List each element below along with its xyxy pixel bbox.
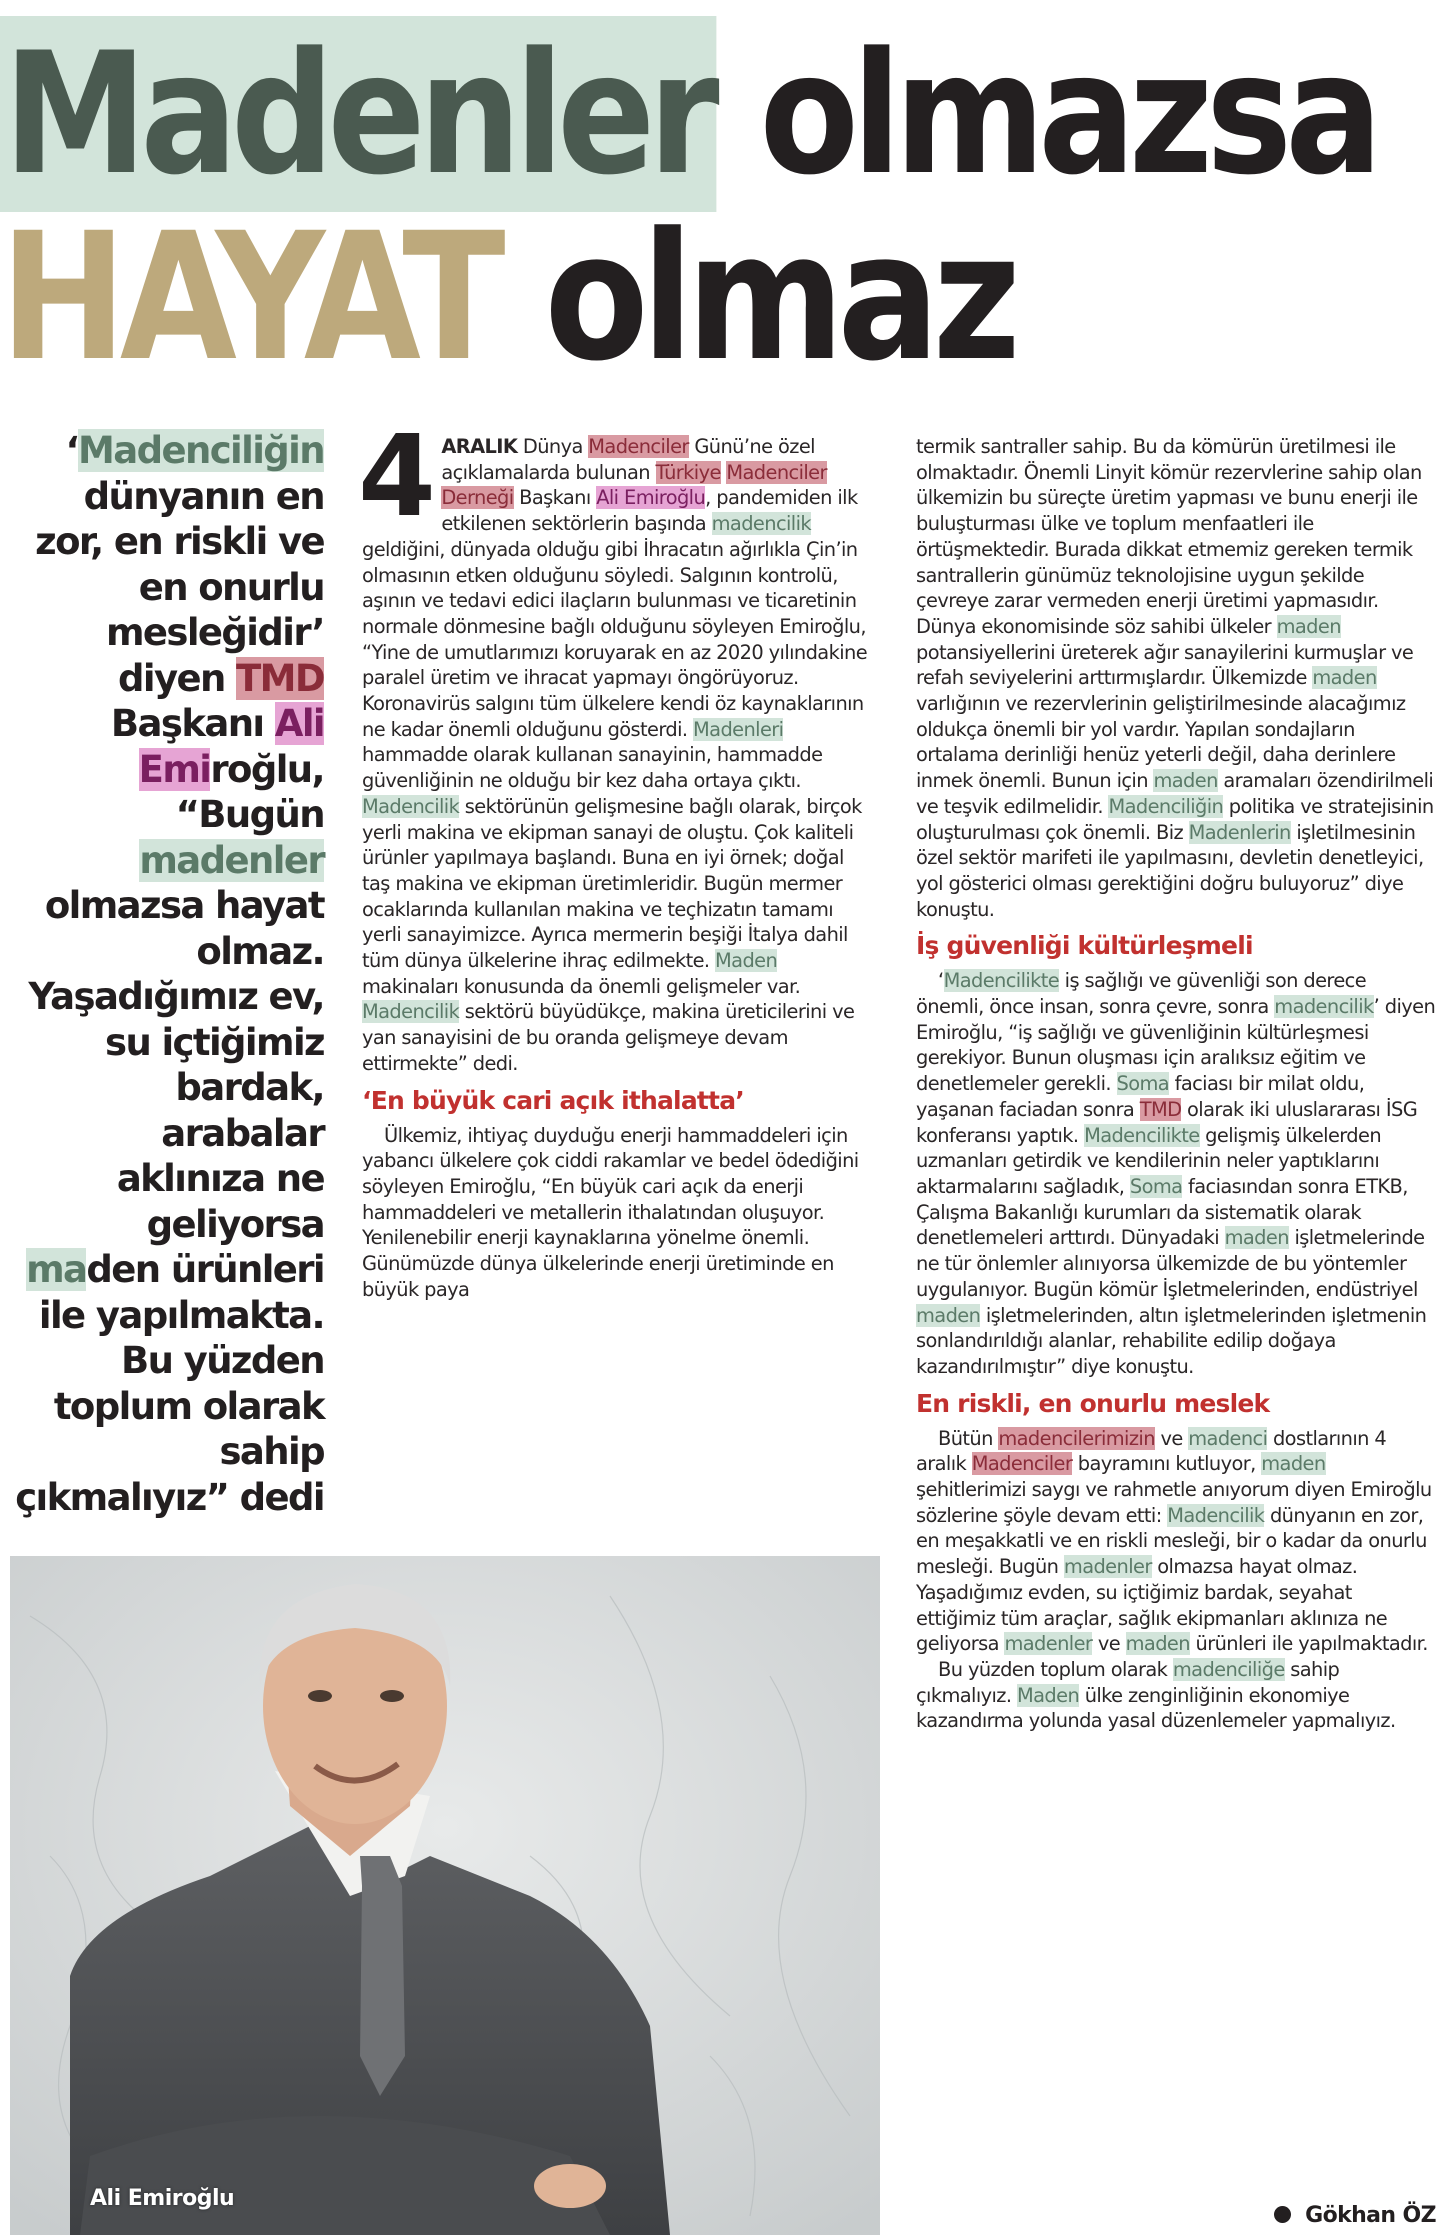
paragraph <box>916 1657 1436 1734</box>
highlight-term: Türkiye <box>655 460 721 484</box>
text-run: ve <box>1154 1426 1189 1450</box>
quote-mark: ‘ <box>65 429 78 472</box>
left-eye <box>308 1690 332 1702</box>
highlight-term: Madenciliğin <box>78 429 324 472</box>
portrait-photo <box>10 1556 880 2235</box>
quote-text: roğlu, “Bugün <box>175 747 324 836</box>
subheading-en-riskli: En riskli, en onurlu meslek <box>916 1388 1270 1418</box>
text-run: gelişmiş ülkelerden uzmanları getirdik ve kendilerinin neler yaptıklarını aktarmalarını sağladık, <box>916 1123 1382 1198</box>
text-run: ’ diyen Emiroğlu, “iş sağlığı ve güvenliğinin kültürleşmesi gerekiyor. Bunun oluşması için aralıksız eğitim ve denetlemeler gerekli. <box>916 995 1436 1096</box>
text-run: hammadde olarak kullanan sanayinin, hammadde güvenliğinin ne olduğu bir kez daha ortaya çıktı. <box>362 743 823 793</box>
highlight-term: Derneği <box>441 486 514 510</box>
highlight-term: Madenciler <box>971 1452 1073 1476</box>
bullet-icon <box>1274 2206 1291 2223</box>
highlight-term: Soma <box>1129 1174 1183 1198</box>
highlight-term: Madenciler <box>588 435 689 458</box>
text-run: ve <box>1092 1632 1126 1656</box>
highlight-term: madenler <box>1063 1555 1152 1579</box>
headline-line-2 <box>0 195 1014 400</box>
highlight-term: madencilik <box>711 512 811 536</box>
text-run: dünyanın en zor, en meşakkatli ve en riskli mesleği, bir o kadar da onurlu mesleği. Bugün <box>916 1503 1427 1579</box>
text-run: ‘ <box>938 969 944 993</box>
highlight-term: TMD <box>1139 1097 1182 1121</box>
highlight-term: Madencilikte <box>1084 1123 1200 1147</box>
highlight-term: maden <box>1276 614 1341 638</box>
highlight-term: Madencilik <box>1167 1503 1265 1527</box>
headline <box>0 0 1448 400</box>
paragraph <box>916 1426 1436 1657</box>
author-name: Gökhan ÖZ <box>1305 2203 1436 2228</box>
highlight-term: Madencilik <box>362 794 460 818</box>
highlight-term: maden <box>1224 1226 1289 1250</box>
text-run: Günü’ne özel açıklamalarda bulunan <box>441 435 815 484</box>
paragraph-intro <box>358 412 874 1077</box>
text-run: politika ve stratejisinin oluşturulması çok önemli. Biz <box>916 794 1434 844</box>
photo-caption: Ali Emiroğlu <box>90 2186 235 2211</box>
hand <box>534 2164 606 2208</box>
text-run: işletmelerinde ne tür önlemler alınıyorsa ülkemizde de bu yöntemler uygulanıyor. Bugün kömür İşletmelerinden, endüstriyel <box>916 1226 1425 1301</box>
text-run: ülke zenginliğinin ekonomiye kazandırma yolunda yasal düzenlemeler yapmalıyız. <box>916 1683 1396 1733</box>
highlight-term: maden <box>1125 1632 1190 1656</box>
text-run: şehitlerimizi saygı ve rahmetle anıyorum diyen Emiroğlu sözlerine şöyle devam etti: <box>916 1478 1432 1527</box>
highlight-term: madenler <box>1004 1632 1093 1656</box>
text-run: Dünya <box>517 435 589 458</box>
text-run: geldiğini, dünyada olduğu gibi İhracatın ağırlıkla Çin’in olmasının etken olduğunu söyledi. Salgının kontrolü, aşının ve tedavi edici ilaçların bulunması ve ticaretinin normale dönmesine bağlı olduğunu söyleyen Emiroğlu, “Yine de umutlarımızı koruyarak en az 2020 yılındakine paralel üretim ve ihracat yapmayı öngörüyoruz. Koronavirüs salgını tüm ülkelere kendi öz kaynaklarının ne kadar önemli olduğunu gösterdi. <box>362 537 868 741</box>
headline-word-olmaz: olmaz <box>544 195 1014 400</box>
headline-word-olmazsa: olmazsa <box>759 16 1376 212</box>
drop-cap: 4 <box>358 412 436 542</box>
text-run: işletilmesinin özel sektör marifeti ile yapılmasını, devletin denetleyici, yol gösterici olması gerektiğini doğru buluyoruz” diye konuştu. <box>916 820 1424 921</box>
text-run: , pandemiden ilk etkilenen sektörlerin başında <box>441 486 858 536</box>
highlight-term: Madencilikte <box>943 969 1060 993</box>
highlight-term: TMD <box>236 656 324 700</box>
highlight-term: Madenleri <box>693 717 784 741</box>
text-run: Bu yüzden toplum olarak <box>938 1657 1173 1681</box>
paragraph: Ülkemiz, ihtiyaç duyduğu enerji hammaddeleri için yabancı ülkelere çok ciddi rakamlar ve bedel ödediğini söyleyen Emiroğlu, “En büyük cari açık da enerji hammaddeleri ve metallerin ithalatından oluşuyor. Yenilenebilir enerji kaynaklarına yönelme önemli. Günümüzde dünya ülkelerinde enerji üretiminde en büyük paya <box>362 1123 859 1301</box>
text-run: Bütün <box>938 1426 999 1450</box>
highlight-term: madencilerimizin <box>998 1426 1155 1450</box>
highlight-person: Ali Emi <box>138 702 324 791</box>
text-run: ürünleri ile yapılmaktadır. <box>1189 1632 1428 1656</box>
text-run: işletmelerinden, altın işletmelerinden işletmenin sonlandırıldığı alanlar, rehabilite edilip doğaya kazandırılmıştır” diye konuştu. <box>916 1303 1427 1378</box>
highlight-term: madenciliğe <box>1172 1657 1285 1681</box>
text-run: dostlarının 4 aralık <box>916 1426 1387 1476</box>
paragraph <box>916 968 1436 1379</box>
highlight-person: Ali Emiroğlu <box>596 486 706 510</box>
text-run: sektörünün gelişmesine bağlı olarak, birçok yerli makina ve ekipman sanayi de oluştu. Çok kaliteli ürünler yapılmaya başlandı. Buna en iyi örnek; doğal taş makina ve ekipman üretimleridir. Bugün mermer ocaklarında kullanılan makina ve teçhizatın tamamı yerli sanayimizce. Ayrıca mermerin beşiği İtalya dahil tüm dünya ülkelerine ihraç edilmekte. <box>362 794 862 973</box>
subheading-cari-acik: ‘En büyük cari açık ithalatta’ <box>362 1085 744 1115</box>
text-run: olarak iki uluslararası İSG konferansı yaptık. <box>916 1097 1418 1147</box>
highlight-term: Soma <box>1116 1072 1170 1096</box>
highlight-term: ma <box>26 1248 87 1291</box>
pull-quote <box>8 428 324 1520</box>
text-run: sahip çıkmalıyız. <box>916 1657 1340 1707</box>
headline-word-hayat: HAYAT <box>0 195 499 400</box>
article-column-right <box>916 434 1436 1734</box>
text-run: faciasından sonra ETKB, Çalışma Bakanlığı kurumları da sistematik olarak denetlemeleri arttırdı. Dünyadaki <box>916 1174 1408 1250</box>
highlight-term: Madencilik <box>362 1000 460 1024</box>
text-run: faciası bir milat oldu, yaşanan faciadan sonra <box>916 1072 1365 1121</box>
text-run: potansiyellerini üreterek ağır sanayilerini kurmuşlar ve refah seviyelerini arttırmışlardır. Ülkemizde <box>916 640 1414 690</box>
quote-text: Başkanı <box>110 702 275 745</box>
portrait-illustration <box>10 1556 880 2235</box>
quote-text: dünyanın en zor, en riskli ve en onurlu mesleğidir’ diyen <box>35 474 324 700</box>
highlight-term: maden <box>1261 1452 1326 1476</box>
quote-text: den ürünleri ile yapılmakta. Bu yüzden toplum olarak sahip çıkmalıyız” dedi <box>15 1248 324 1519</box>
right-eye <box>380 1690 404 1702</box>
lead-word: ARALIK <box>441 435 518 458</box>
highlight-term: madenler <box>139 838 324 882</box>
text-run: termik santraller sahip. Bu da kömürün üretilmesi ile olmaktadır. Önemli Linyit kömür rezervlerine sahip olan ülkemizin bu süreçte üretim yapması ve bunu enerji ile buluşturması ülke ve toplum menfaatleri ile örtüşmektedir. Burada dikkat etmemiz gereken termik santrallerin günümüz teknolojisine uygun şekilde çevreye zarar vermeden enerji üretimi yapmasıdır. Dünya ekonomisinde söz sahibi ülkeler <box>916 435 1422 638</box>
text-run: aramaları özendirilmeli ve teşvik edilmelidir. <box>916 769 1434 818</box>
text-run: bayramını kutluyor, <box>1072 1452 1262 1476</box>
quote-text: olmazsa hayat olmaz. Yaşadığımız ev, su içtiğimiz bardak, arabalar aklınıza ne geliyorsa <box>28 884 324 1246</box>
article-column-middle <box>358 412 874 1303</box>
text-run: iş sağlığı ve güvenliği son derece önemli, önce insan, sonra çevre, sonra <box>916 969 1367 1019</box>
highlight-term: Madenciliğin <box>1108 794 1224 818</box>
highlight-term: Madenciler <box>726 460 827 484</box>
highlight-term: madencilik <box>1274 995 1374 1019</box>
paragraph <box>916 434 1436 922</box>
text-run: Başkanı <box>513 486 597 510</box>
highlight-term: maden <box>1153 769 1218 793</box>
highlight-term: Madenlerin <box>1188 820 1291 844</box>
highlight-term: madenci <box>1188 1426 1268 1450</box>
necktie <box>360 1856 405 2096</box>
text-run: sektörü büyüdükçe, makina üreticilerini ve yan sanayisini de bu oranda gelişmeye devam ettirmekte” dedi. <box>362 1000 855 1075</box>
highlight-term: Maden <box>1017 1683 1080 1707</box>
highlight-term: maden <box>916 1303 981 1327</box>
text-run: makinaları konusunda da önemli gelişmeler var. <box>362 974 801 998</box>
headline-word-madenler: Madenler <box>0 16 716 212</box>
highlight-term: Maden <box>715 949 778 973</box>
byline <box>1274 2203 1436 2228</box>
text-run: olmazsa hayat olmaz. Yaşadığımız evden, su içtiğimiz bardak, seyahat ettiğimiz tüm araçlar, sağlık ekipmanları aklınıza ne geliyorsa <box>916 1555 1388 1656</box>
text-run: varlığının ve rezervlerinin geliştirilmesinde alacağımız oldukça önemli bir yol vardır. Yapılan sondajların ortalama derinliği henüz yeterli değil, daha derinlere inmek önemli. Bunun için <box>916 692 1406 793</box>
highlight-term: maden <box>1312 666 1377 690</box>
subheading-is-guvenligi: İş güvenliği kültürleşmeli <box>916 931 1253 961</box>
headline-line-1 <box>0 16 1376 212</box>
